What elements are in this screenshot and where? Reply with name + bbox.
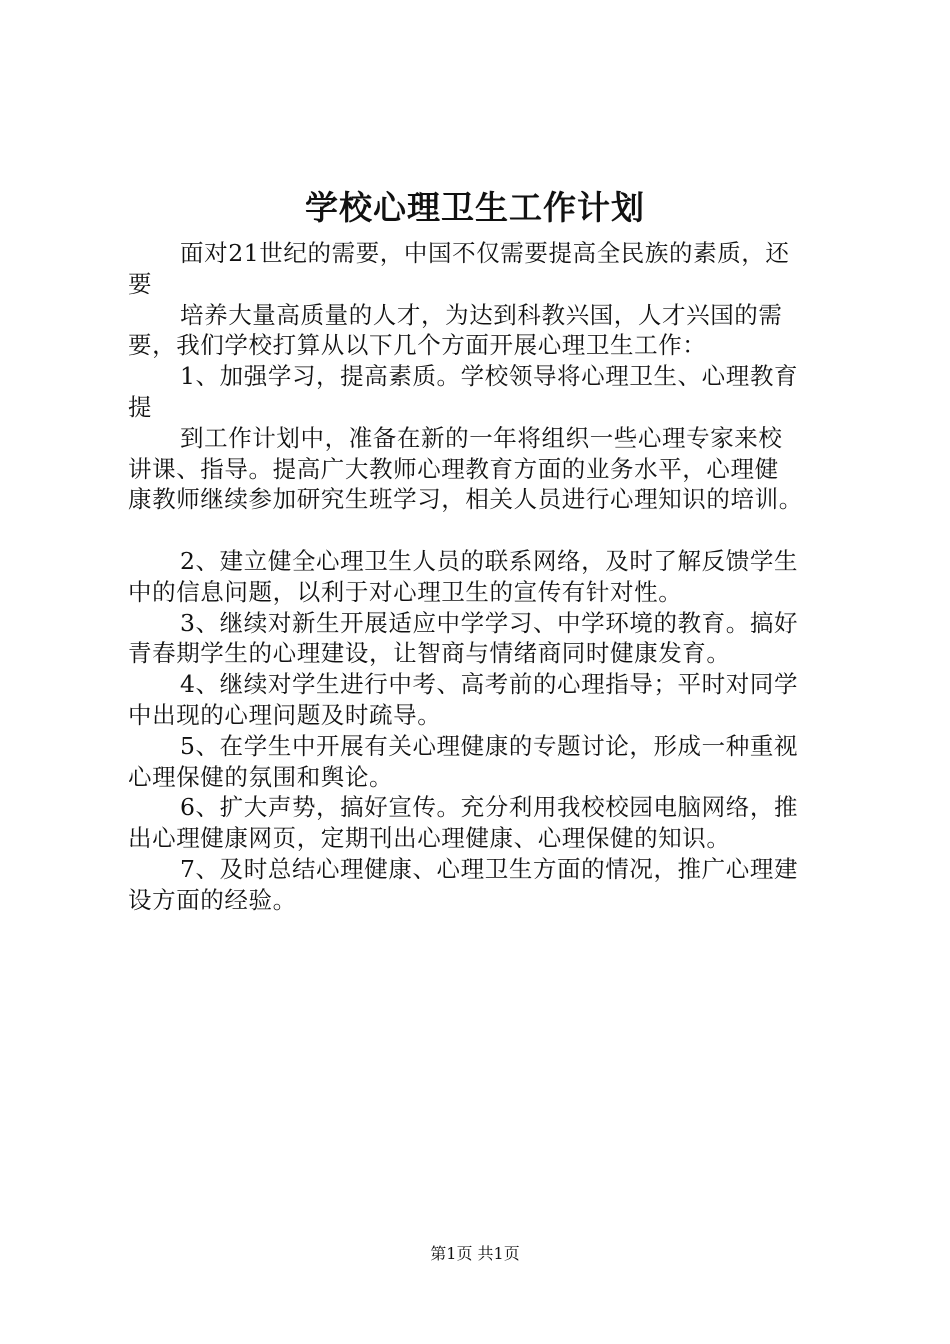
paragraph-line: 青春期学生的心理建设，让智商与情绪商同时健康发育。 bbox=[128, 639, 731, 668]
paragraph-line: 4、继续对学生进行中考、高考前的心理指导；平时对同学 bbox=[180, 670, 799, 699]
blank-line bbox=[128, 515, 848, 546]
paragraph-line: 6、扩大声势，搞好宣传。充分利用我校校园电脑网络，推 bbox=[180, 793, 799, 822]
paragraph-line: 中出现的心理问题及时疏导。 bbox=[128, 700, 442, 729]
paragraph-line: 出心理健康网页，定期刊出心理健康、心理保健的知识。 bbox=[128, 824, 731, 853]
paragraph-line: 康教师继续参加研究生班学习，相关人员进行心理知识的培训。 bbox=[128, 485, 803, 514]
paragraph-line: 心理保健的氛围和舆论。 bbox=[128, 762, 394, 791]
paragraph-line: 到工作计划中，准备在新的一年将组织一些心理专家来校 bbox=[180, 423, 783, 452]
paragraph-line: 3、继续对新生开展适应中学学习、中学环境的教育。搞好 bbox=[180, 608, 799, 637]
paragraph-line: 要 bbox=[128, 269, 153, 298]
paragraph-line: 设方面的经验。 bbox=[128, 885, 297, 914]
paragraph-line: 要，我们学校打算从以下几个方面开展心理卫生工作： bbox=[128, 331, 707, 360]
page-footer: 第1页 共1页 bbox=[430, 1244, 520, 1263]
paragraph-line: 1、加强学习，提高素质。学校领导将心理卫生、心理教育 bbox=[180, 362, 799, 391]
paragraph-line: 2、建立健全心理卫生人员的联系网络，及时了解反馈学生 bbox=[180, 546, 799, 575]
paragraph-line: 面对21世纪的需要，中国不仅需要提高全民族的素质，还 bbox=[180, 239, 790, 267]
paragraph-line: 中的信息问题，以利于对心理卫生的宣传有针对性。 bbox=[128, 577, 683, 606]
paragraph-line: 讲课、指导。提高广大教师心理教育方面的业务水平，心理健 bbox=[128, 454, 779, 483]
paragraph-line: 5、在学生中开展有关心理健康的专题讨论，形成一种重视 bbox=[180, 731, 799, 760]
paragraph-line: 培养大量高质量的人才，为达到科教兴国，人才兴国的需 bbox=[180, 300, 783, 329]
paragraph-line: 7、及时总结心理健康、心理卫生方面的情况，推广心理建 bbox=[180, 854, 799, 883]
document-body bbox=[128, 238, 848, 916]
page-title: 学校心理卫生工作计划 bbox=[305, 188, 645, 227]
paragraph-line: 提 bbox=[128, 392, 153, 421]
